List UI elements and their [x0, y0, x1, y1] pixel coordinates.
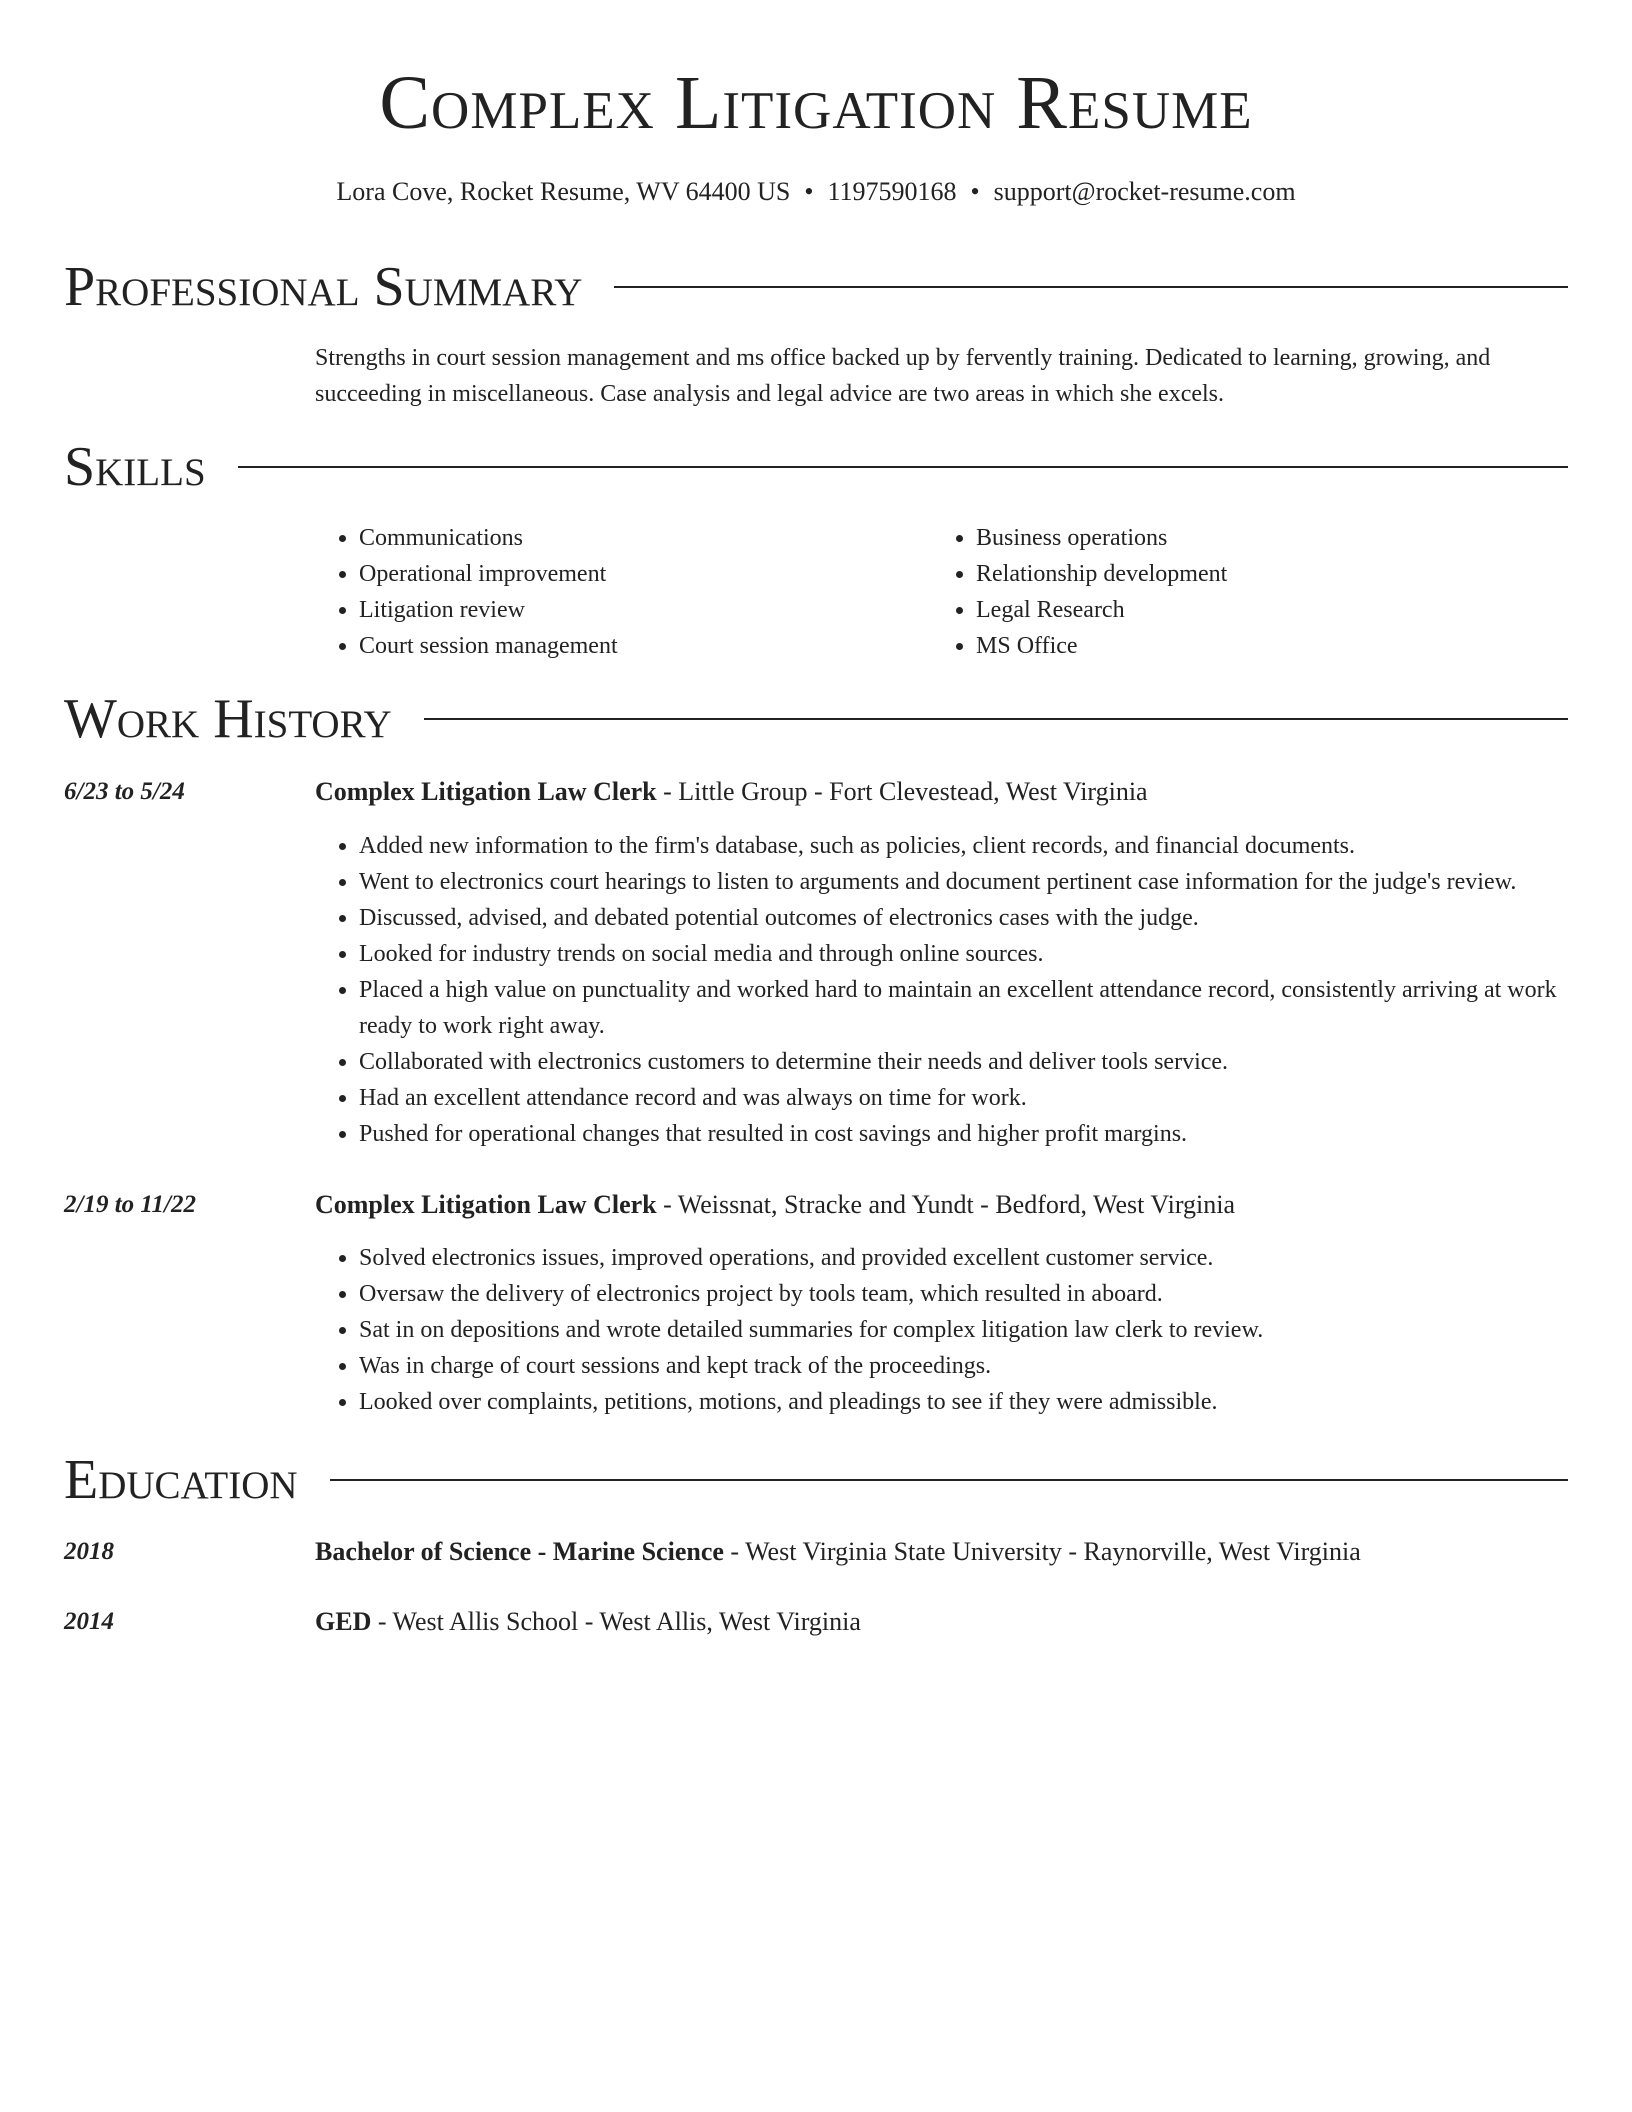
- job-header: [315, 774, 1568, 810]
- education-date: 2018: [64, 1538, 114, 1565]
- section-divider: [614, 286, 1568, 288]
- skill-item: • Court session management: [359, 628, 932, 664]
- education-section-header: [64, 1445, 1568, 1515]
- job-bullet: • Went to electronics court hearings to listen to arguments and document pertinent case information for the judge's review.: [359, 864, 1568, 900]
- education-header: [315, 1604, 1568, 1640]
- job-title: Complex Litigation Law Clerk: [315, 777, 657, 806]
- skills-column-left: [315, 520, 932, 664]
- education-details: - West Virginia State University - Raynorville, West Virginia: [723, 1537, 1361, 1566]
- job-bullet: • Added new information to the firm's database, such as policies, client records, and financial documents.: [359, 828, 1568, 864]
- job-bullet: • Was in charge of court sessions and kept track of the proceedings.: [359, 1348, 1568, 1384]
- section-divider: [238, 466, 1568, 468]
- job-details: - Weissnat, Stracke and Yundt - Bedford, West Virginia: [656, 1190, 1236, 1219]
- education-details: - West Allis School - West Allis, West Virginia: [371, 1607, 861, 1636]
- contact-address: Lora Cove, Rocket Resume, WV 64400 US: [336, 177, 791, 206]
- job-date: 2/19 to 11/22: [64, 1191, 196, 1218]
- skills-column-right: [932, 520, 1549, 664]
- contact-email: support@rocket-resume.com: [993, 177, 1296, 206]
- skill-item: • Business operations: [976, 520, 1549, 556]
- section-divider: [424, 718, 1568, 720]
- skill-item: • Litigation review: [359, 592, 932, 628]
- job-bullets: [315, 1240, 1568, 1420]
- job-bullet: • Sat in on depositions and wrote detailed summaries for complex litigation law clerk to review.: [359, 1312, 1568, 1348]
- section-divider: [330, 1479, 1568, 1481]
- summary-heading: Professional Summary: [64, 256, 583, 318]
- contact-separator: •: [804, 177, 814, 206]
- job-bullet: • Looked over complaints, petitions, motions, and pleadings to see if they were admissible.: [359, 1384, 1568, 1420]
- education-date: 2014: [64, 1608, 114, 1635]
- contact-separator: •: [970, 177, 980, 206]
- job-details: - Little Group - Fort Clevestead, West Virginia: [656, 777, 1148, 806]
- skill-item: • Relationship development: [976, 556, 1549, 592]
- summary-section-header: [64, 252, 1568, 322]
- skill-item: • Communications: [359, 520, 932, 556]
- skill-item: • MS Office: [976, 628, 1549, 664]
- job-title: Complex Litigation Law Clerk: [315, 1190, 657, 1219]
- work-section-header: [64, 684, 1568, 754]
- job-bullet: • Placed a high value on punctuality and worked hard to maintain an excellent attendance record, consistently arriving at work ready to work right away.: [359, 972, 1568, 1044]
- job-bullets: [315, 828, 1568, 1152]
- job-bullet: • Discussed, advised, and debated potential outcomes of electronics cases with the judge.: [359, 900, 1568, 936]
- education-header: [315, 1534, 1568, 1570]
- job-date: 6/23 to 5/24: [64, 778, 185, 805]
- skills-list: [315, 520, 1568, 664]
- job-bullet: • Collaborated with electronics customers to determine their needs and deliver tools service.: [359, 1044, 1568, 1080]
- skills-section-header: [64, 432, 1568, 502]
- skills-heading: Skills: [64, 436, 206, 498]
- resume-title: Complex Litigation Resume: [379, 61, 1253, 145]
- skill-item: • Legal Research: [976, 592, 1549, 628]
- job-bullet: • Pushed for operational changes that resulted in cost savings and higher profit margins.: [359, 1116, 1568, 1152]
- education-degree: GED: [315, 1607, 372, 1636]
- education-heading: Education: [64, 1449, 298, 1511]
- summary-text: Strengths in court session management and ms office backed up by fervently training. Dedicated to learning, growing, and succeeding in miscellaneous. Case analysis and legal advice are two areas in which she excels.: [315, 345, 1491, 407]
- contact-phone: 1197590168: [827, 177, 957, 206]
- job-bullet: • Looked for industry trends on social media and through online sources.: [359, 936, 1568, 972]
- skill-item: • Operational improvement: [359, 556, 932, 592]
- work-heading: Work History: [64, 688, 392, 750]
- job-bullet: • Solved electronics issues, improved operations, and provided excellent customer service.: [359, 1240, 1568, 1276]
- job-bullet: • Oversaw the delivery of electronics project by tools team, which resulted in aboard.: [359, 1276, 1568, 1312]
- job-header: [315, 1187, 1568, 1223]
- contact-line: [0, 174, 1632, 210]
- education-degree: Bachelor of Science - Marine Science: [315, 1537, 724, 1566]
- job-bullet: • Had an excellent attendance record and was always on time for work.: [359, 1080, 1568, 1116]
